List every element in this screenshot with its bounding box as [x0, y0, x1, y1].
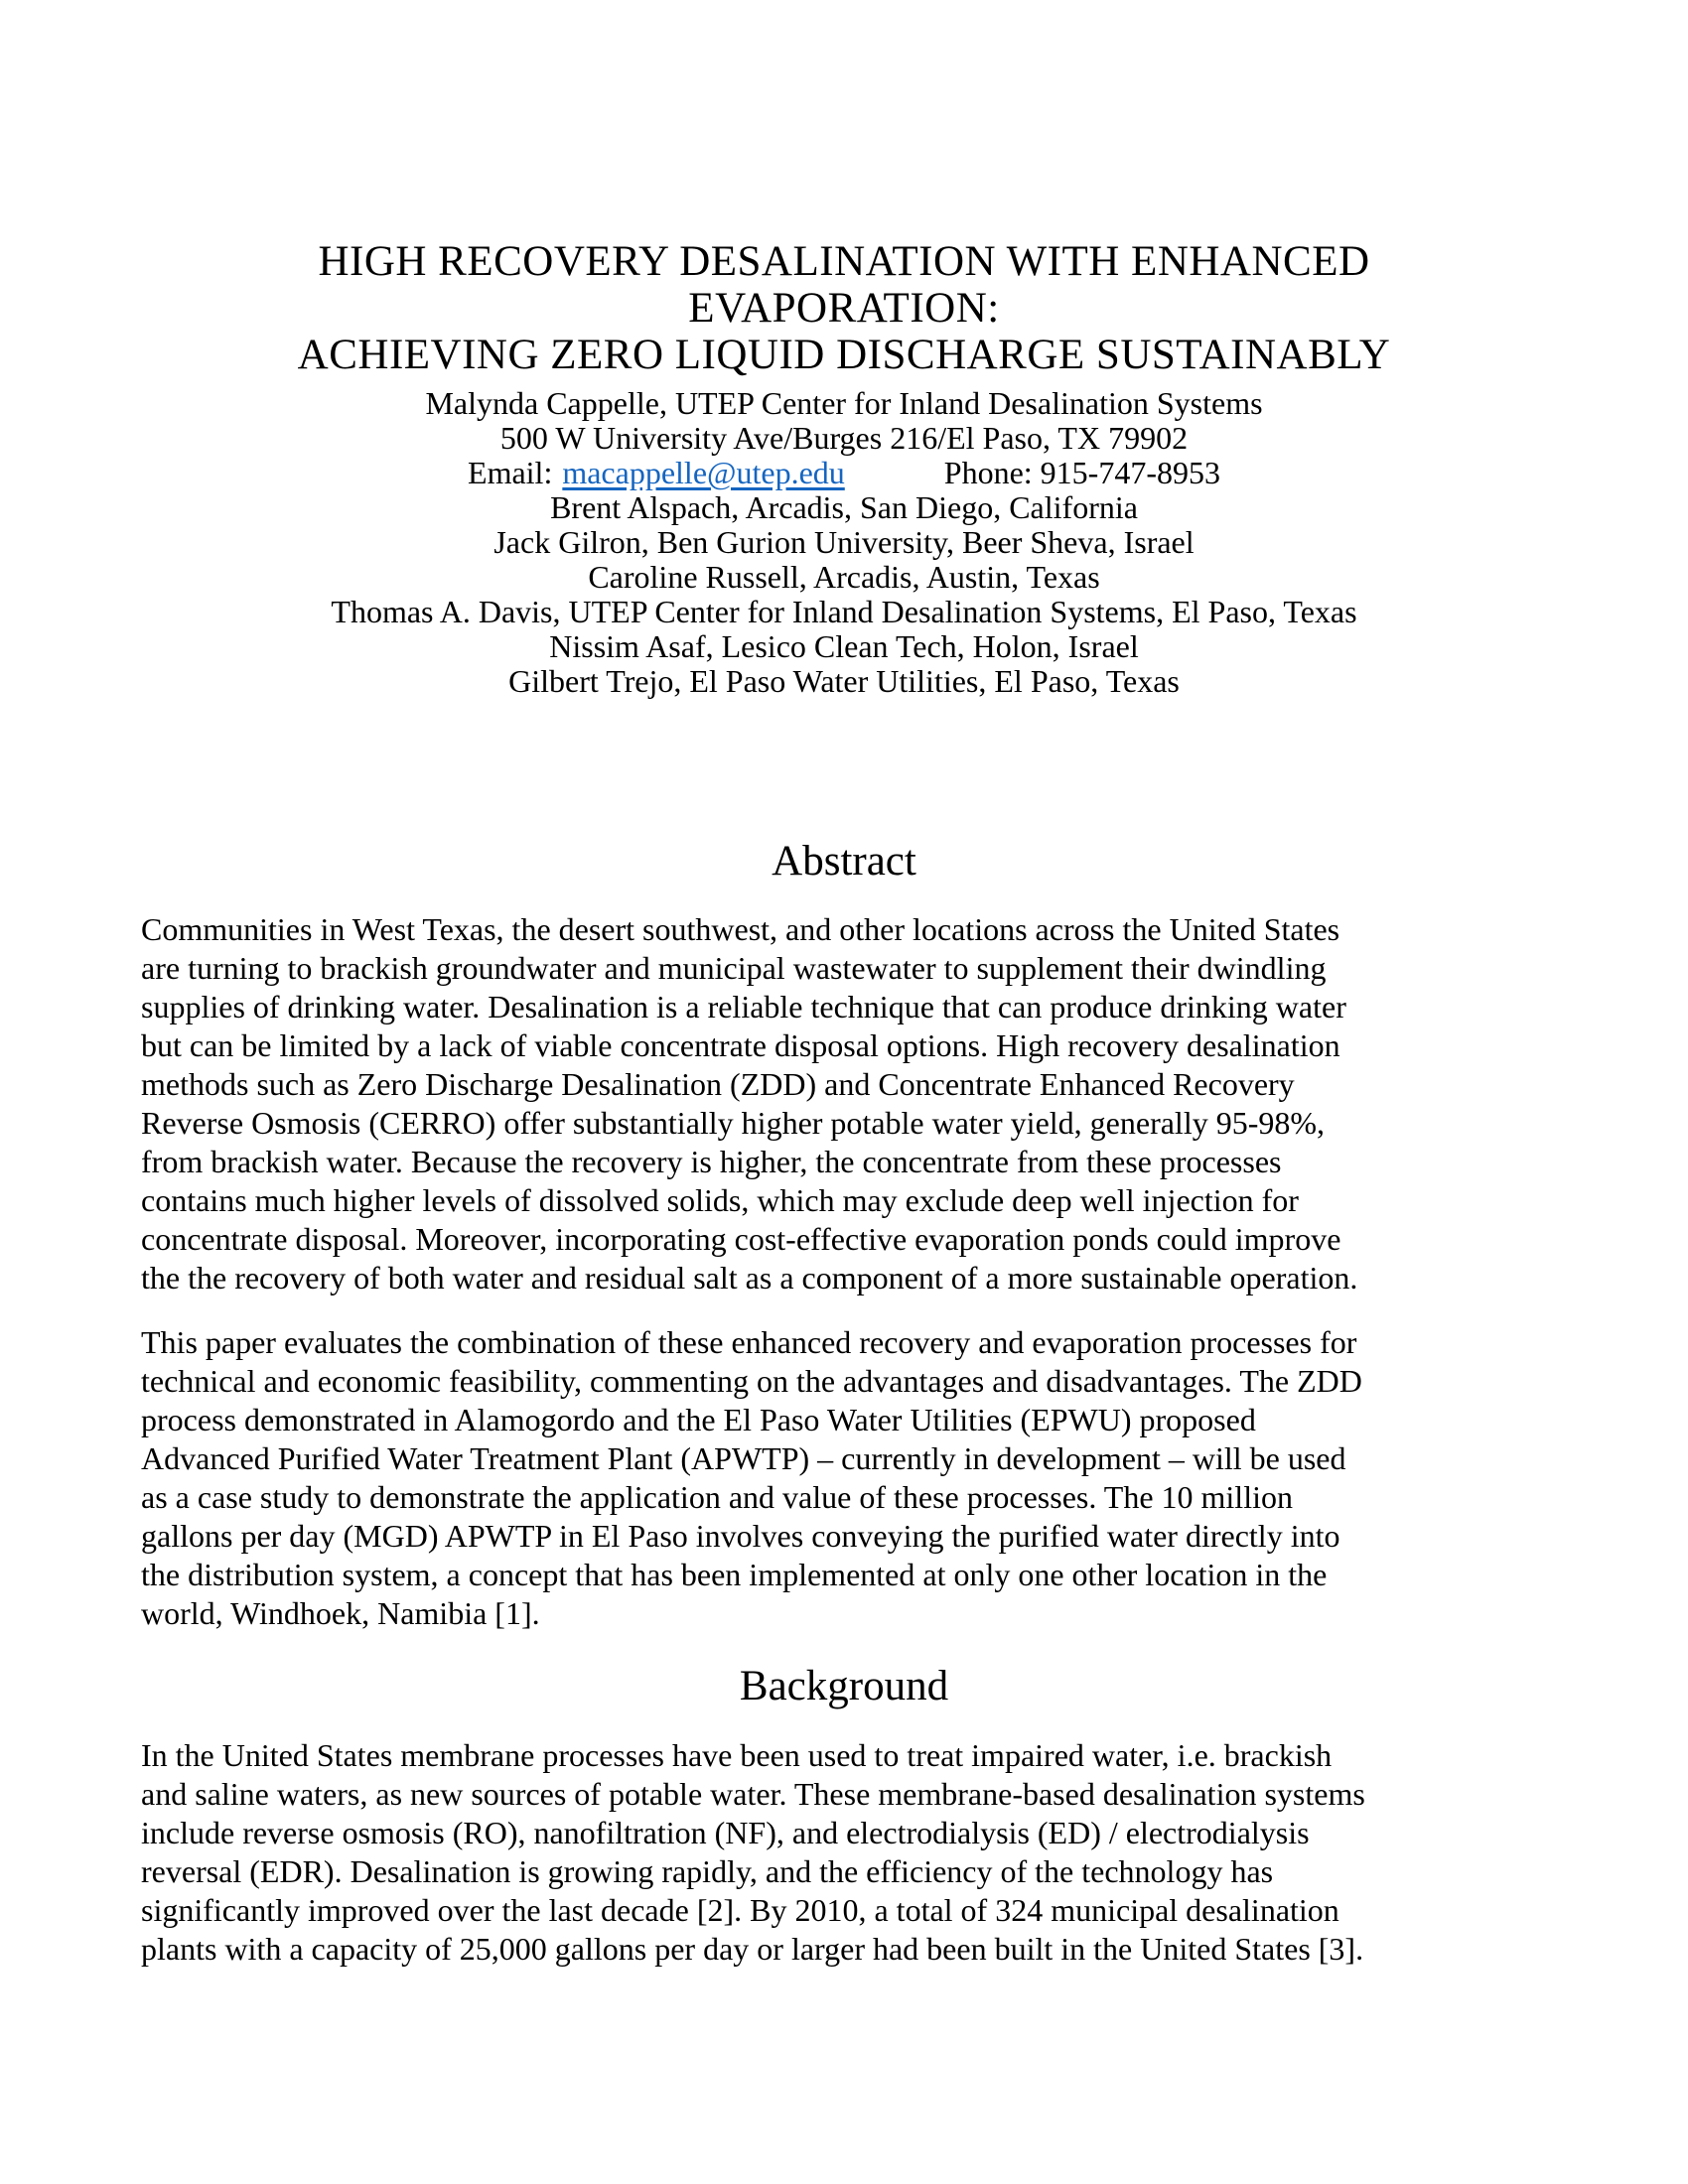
background-paragraph	[141, 1736, 1547, 1969]
text-line: technical and economic feasibility, commenting on the advantages and disadvantages. The ZDD	[141, 1363, 1362, 1399]
paper-title	[141, 238, 1547, 378]
text-line: from brackish water. Because the recovery is higher, the concentrate from these processes	[141, 1144, 1282, 1179]
title-line-2: EVAPORATION:	[688, 285, 1000, 332]
text-line: and saline waters, as new sources of potable water. These membrane-based desalination systems	[141, 1776, 1365, 1812]
contact-line	[141, 456, 1547, 490]
text-line: reversal (EDR). Desalination is growing rapidly, and the efficiency of the technology has	[141, 1853, 1274, 1889]
text-line: but can be limited by a lack of viable concentrate disposal options. High recovery desalination	[141, 1027, 1340, 1063]
section-heading-background: Background	[739, 1663, 949, 1709]
text-line: world, Windhoek, Namibia [1].	[141, 1595, 540, 1631]
text-line: supplies of drinking water. Desalination is a reliable technique that can produce drinking water	[141, 989, 1346, 1024]
text-line: contains much higher levels of dissolved solids, which may exclude deep well injection for	[141, 1182, 1299, 1218]
author-line: Thomas A. Davis, UTEP Center for Inland Desalination Systems, El Paso, Texas	[331, 594, 1357, 629]
text-line: process demonstrated in Alamogordo and the El Paso Water Utilities (EPWU) proposed	[141, 1402, 1256, 1437]
section-heading-abstract: Abstract	[772, 838, 916, 885]
text-line: significantly improved over the last decade [2]. By 2010, a total of 324 municipal desalination	[141, 1892, 1339, 1928]
text-line: In the United States membrane processes have been used to treat impaired water, i.e. brackish	[141, 1737, 1333, 1773]
text-line: concentrate disposal. Moreover, incorporating cost-effective evaporation ponds could improve	[141, 1221, 1341, 1257]
author-line: Caroline Russell, Arcadis, Austin, Texas	[588, 559, 1100, 595]
email-link[interactable]: macappelle@utep.edu	[562, 455, 845, 490]
text-line: the distribution system, a concept that has been implemented at only one other location in the	[141, 1557, 1328, 1592]
text-line: Reverse Osmosis (CERRO) offer substantially higher potable water yield, generally 95-98%,	[141, 1105, 1326, 1141]
address-line: 500 W University Ave/Burges 216/El Paso, TX 79902	[499, 420, 1189, 456]
author-line: Gilbert Trejo, El Paso Water Utilities, El Paso, Texas	[508, 663, 1180, 699]
text-line: the the recovery of both water and residual salt as a component of a more sustainable operation.	[141, 1260, 1358, 1296]
author-line: Nissim Asaf, Lesico Clean Tech, Holon, Israel	[549, 628, 1139, 664]
author-line: Malynda Cappelle, UTEP Center for Inland Desalination Systems	[425, 385, 1263, 421]
text-line: are turning to brackish groundwater and municipal wastewater to supplement their dwindling	[141, 950, 1327, 986]
abstract-paragraph-1	[141, 910, 1547, 1297]
text-line: methods such as Zero Discharge Desalination (ZDD) and Concentrate Enhanced Recovery	[141, 1066, 1295, 1102]
author-line: Jack Gilron, Ben Gurion University, Beer Sheva, Israel	[493, 524, 1195, 560]
text-line: This paper evaluates the combination of these enhanced recovery and evaporation processes for	[141, 1324, 1357, 1360]
text-line: Advanced Purified Water Treatment Plant (APWTP) – currently in development – will be used	[141, 1440, 1346, 1476]
text-line: plants with a capacity of 25,000 gallons per day or larger had been built in the United States [3].	[141, 1931, 1364, 1967]
title-line-3: ACHIEVING ZERO LIQUID DISCHARGE SUSTAINABLY	[297, 332, 1391, 378]
abstract-paragraph-2	[141, 1323, 1547, 1633]
text-line: as a case study to demonstrate the application and value of these processes. The 10 million	[141, 1479, 1293, 1515]
text-line: gallons per day (MGD) APWTP in El Paso involves conveying the purified water directly into	[141, 1518, 1340, 1554]
email-label: Email:	[468, 455, 553, 490]
text-line: include reverse osmosis (RO), nanofiltration (NF), and electrodialysis (ED) / electrodialysis	[141, 1815, 1310, 1850]
text-line: Communities in West Texas, the desert southwest, and other locations across the United States	[141, 911, 1340, 947]
author-line: Brent Alspach, Arcadis, San Diego, California	[550, 489, 1138, 525]
phone-text: Phone: 915-747-8953	[943, 455, 1220, 490]
title-line-1: HIGH RECOVERY DESALINATION WITH ENHANCED	[318, 238, 1370, 285]
authors-block	[141, 386, 1547, 699]
